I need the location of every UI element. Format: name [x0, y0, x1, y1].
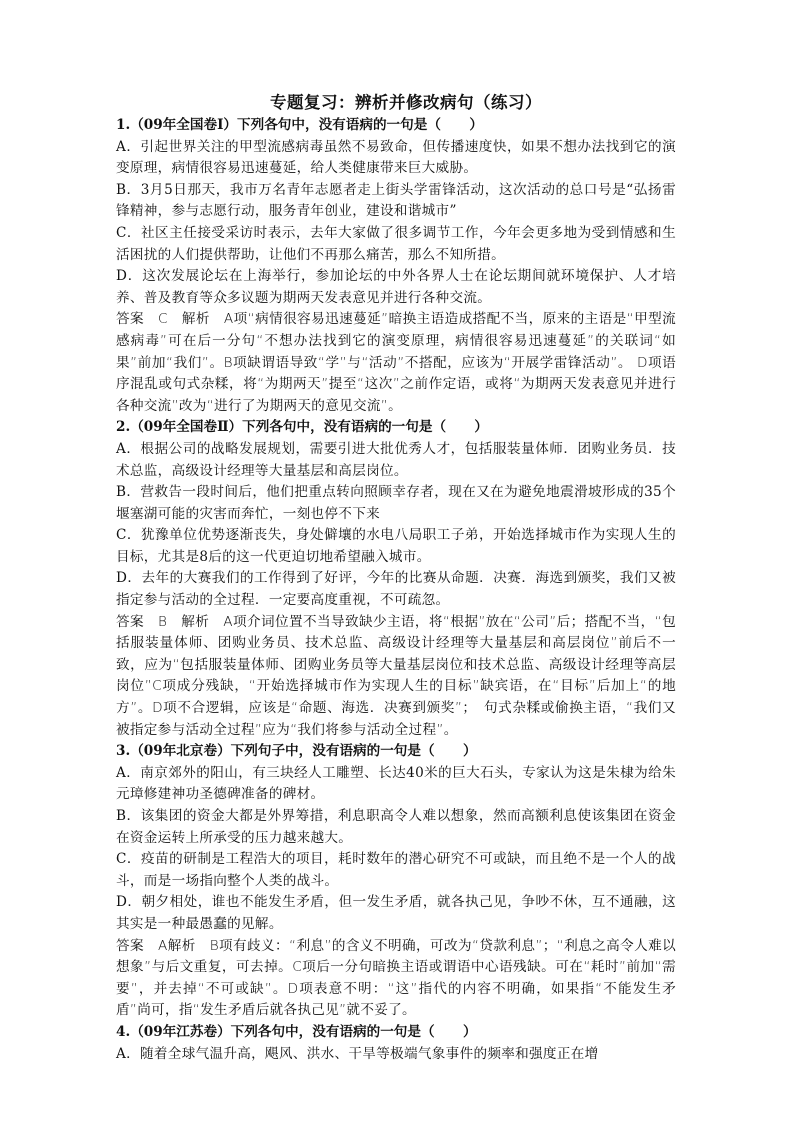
option-c: C．犹豫单位优势逐渐丧失，身处僻壤的水电八局职工子弟，开始选择城市作为实现人生的目标，尤其是8后的这一代更迫切地希望融入城市。: [116, 527, 676, 565]
question-3: [116, 741, 676, 1022]
question-heading: 1.（09年全国卷Ⅰ）下列各句中，没有语病的一句是（ ）: [116, 117, 483, 133]
option-d: D．去年的大赛我们的工作得到了好评，今年的比赛从命题．决赛．海选到颁奖，我们又被指定参与活动的全过程．一定要高度重视，不可疏忽。: [116, 570, 676, 609]
question-2: [116, 417, 676, 741]
option-a: A．随着全球气温升高，飓风、洪水、干旱等极端气象事件的频率和强度正在增: [116, 1045, 599, 1062]
answer-explanation: 答案 C 解析 A项“病情很容易迅速蔓延”暗换主语造成搭配不当，原来的主语是“甲型流感病毒”可在后一分句“不想办法找到它的演变原理，病情很容易迅速蔓延”的关联词“如果”前加“我们”。B项缺谓语导致“学”与“活动”不搭配，应该为“开展学雷锋活动”。 D项语序混乱或句式杂糅，将“为期两天”提至“这次”之前作定语，或将“为期两天发表意见并进行各种交流”改为“进行了为期两天的意见交流”。: [116, 311, 676, 414]
document-page: [116, 92, 676, 1065]
option-d: D．朝夕相处，谁也不能发生矛盾，但一发生矛盾，就各执己见，争吵不休，互不通融，这其实是一种最愚蠢的见解。: [116, 894, 676, 932]
question-heading: 2.（09年全国卷Ⅱ）下列各句中，没有语病的一句是（ ）: [116, 419, 489, 436]
option-a: A．根据公司的战略发展规划，需要引进大批优秀人才，包括服装量体师．团购业务员．技术总监，高级设计经理等大量基层和高层岗位。: [116, 440, 676, 479]
option-a: A．引起世界关注的甲型流感病毒虽然不易致命，但传播速度快，如果不想办法找到它的演变原理，病情很容易迅速蔓延，给人类健康带来巨大威胁。: [116, 138, 676, 177]
answer-explanation: 答案 A解析 B项有歧义：“利息”的含义不明确，可改为“贷款利息”；“利息之高令人难以想象”与后文重复，可去掉。C项后一分句暗换主语或谓语中心语残缺。可在“耗时”前加“需要”，并去掉“不可或缺”。D项表意不明：“这”指代的内容不明确，如果指“不能发生矛盾”尚可，指“发生矛盾后就各执己见”就不妥了。: [116, 937, 676, 1019]
option-c: C．社区主任接受采访时表示，去年大家做了很多调节工作，今年会更多地为受到情感和生活困扰的人们提供帮助，让他们不再那么痛苦，那么不知所措。: [116, 224, 676, 263]
option-b: B．3月5日那天，我市万名青年志愿者走上街头学雷锋活动，这次活动的总口号是“弘扬雷锋精神，参与志愿行动，服务青年创业，建设和谐城市”: [116, 181, 676, 220]
document-title: 专题复习：辨析并修改病句（练习）: [270, 93, 542, 112]
question-1: [116, 115, 676, 417]
question-4: [116, 1022, 676, 1065]
answer-explanation: 答案 B 解析 A项介词位置不当导致缺少主语，将“根据”放在“公司”后；搭配不当，“包括服装量体师、团购业务员、技术总监、高级设计经理等大量基层和高层岗位”前后不一致，应为“包括服装量体师、团购业务员等大量基层岗位和技术总监、高级设计经理等高层岗位”C项成分残缺，“开始选择城市作为实现人生的目标”缺宾语，在“目标”后加上“的地方”。D项不合逻辑，应该是“命题、海选．决赛到颁奖”； 句式杂糅或偷换主语，“我们又被指定参与活动全过程”应为“我们将参与活动全过程”。: [116, 613, 676, 738]
option-b: B．该集团的资金大都是外界筹措，利息职高令人难以想象，然而高额利息使该集团在资金在资金运转上所承受的压力越来越大。: [116, 808, 676, 846]
option-c: C．疫苗的研制是工程浩大的项目，耗时数年的潜心研究不可或缺，而且绝不是一个人的战斗，而是一场指向整个人类的战斗。: [116, 851, 676, 889]
option-d: D．这次发展论坛在上海举行，参加论坛的中外各界人士在论坛期间就环境保护、人才培养、普及教育等众多议题为期两天发表意见并进行各种交流。: [116, 268, 676, 306]
option-a: A．南京郊外的阳山，有三块经人工雕塑、长达40米的巨大石头，专家认为这是朱棣为给朱元璋修建神功圣德碑准备的碑材。: [116, 764, 676, 803]
question-heading: 4.（09年江苏卷）下列各句中，没有语病的一句是（ ）: [116, 1023, 477, 1040]
question-heading: 3.（09年北京卷）下列句子中，没有语病的一句是（ ）: [116, 743, 477, 760]
option-b: B．营救告一段时间后，他们把重点转向照顾幸存者，现在又在为避免地震滑坡形成的35个堰塞湖可能的灾害而奔忙，一刻也停不下来: [116, 484, 676, 522]
